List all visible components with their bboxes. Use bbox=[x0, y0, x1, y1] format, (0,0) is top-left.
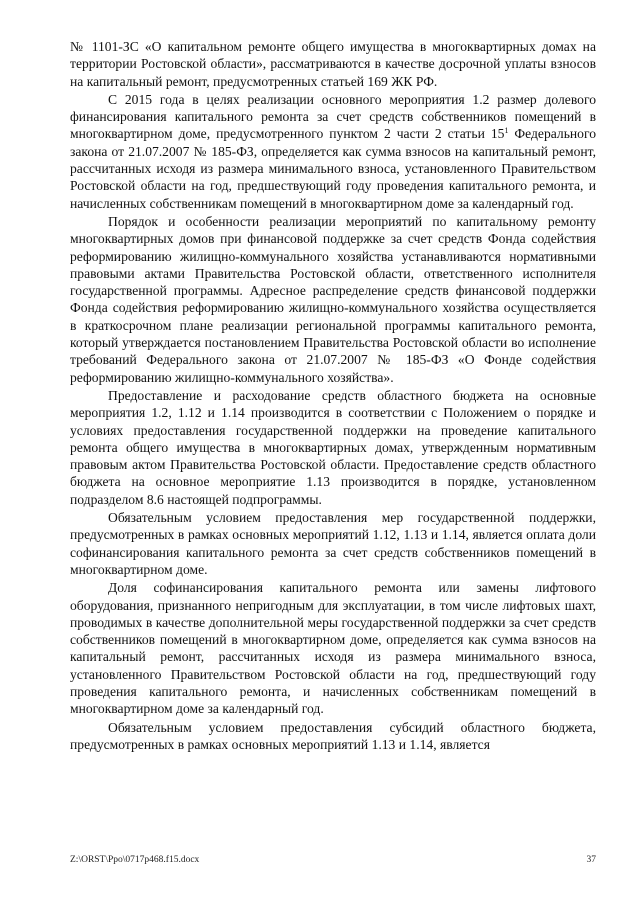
paragraph-3: Порядок и особенности реализации мероприятий по капитальному ремонту многоквартирных домов при финансовой поддержке за счет средств Фонда содействия реформированию жилищно-коммунального хозяйства устанавливаются нормативными правовыми актами Правительства Ростовской области, ответственного исполнителя государственной программы. Адресное распределение средств финансовой поддержки Фонда содействия реформированию жилищно-коммунального хозяйства осуществляется в краткосрочном плане реализации региональной программы капитального ремонта, который утверждается постановлением Правительства Ростовской области во исполнение требований Федерального закона от 21.07.2007 № 185-ФЗ «О Фонде содействия реформированию жилищно-коммунального хозяйства». bbox=[70, 213, 596, 385]
paragraph-2: С 2015 года в целях реализации основного мероприятия 1.2 размер долевого финансирования капитального ремонта за счет средств собственников помещений в многоквартирном доме, предусмотренного пунктом 2 части 2 статьи $15^1$ Федерального закона от 21.07.2007 № 185-ФЗ, определяется как сумма взносов на капитальный ремонт, рассчитанных исходя из размера минимального взноса, установленного Правительством Ростовской области на год, предшествующий году проведения капитального ремонта, и начисленных собственникам помещений в многоквартирном доме за календарный год. bbox=[70, 91, 597, 211]
paragraph-4: Предоставление и расходование средств областного бюджета на основные мероприятия 1.2, 1.12 и 1.14 производится в соответствии с Положением о порядке и условиях предоставления государственной поддержки на проведение капитального ремонта общего имущества в многоквартирных домах, утвержденным нормативным правовым актом Правительства Ростовской области. Предоставление средств областного бюджета на основное мероприятие 1.13 производится в порядке, установленном подразделом 8.6 настоящей подпрограммы. bbox=[70, 387, 596, 507]
paragraph-7: Обязательным условием предоставления субсидий областного бюджета, предусмотренных в рамках основных мероприятий 1.13 и 1.14, является bbox=[70, 719, 596, 752]
paragraph-5: Обязательным условием предоставления мер государственной поддержки, предусмотренных в рамках основных мероприятий 1.12, 1.13 и 1.14, является оплата доли софинансирования капитального ремонта за счет средств собственников помещений в многоквартирном доме. bbox=[70, 510, 596, 577]
superscript-note: 1 bbox=[504, 126, 509, 136]
paragraph-1: № 1101-ЗС «О капитальном ремонте общего имущества в многоквартирных домах на территории Ростовской области», рассматриваются в качестве досрочной уплаты взносов на капитальный ремонт, предусмотренных статьей 169 ЖК РФ. bbox=[70, 39, 596, 89]
page-number: 37 bbox=[586, 855, 596, 865]
document-page bbox=[70, 38, 596, 753]
paragraph-6: Доля софинансирования капитального ремонта или замены лифтового оборудования, признанного непригодным для эксплуатации, в том числе лифтовых шахт, проводимых в качестве дополнительной меры государственной поддержки за счет средств собственников помещений в многоквартирном доме, определяется как сумма взносов на капитальный ремонт, рассчитанных исходя из размера минимального взноса, установленного Правительством Ростовской области на год, предшествующий году проведения капитального ремонта, и начисленных собственникам помещений в многоквартирном доме за календарный год. bbox=[70, 580, 596, 717]
file-path: Z:\ORST\Ppo\0717p468.f15.docx bbox=[70, 855, 200, 865]
